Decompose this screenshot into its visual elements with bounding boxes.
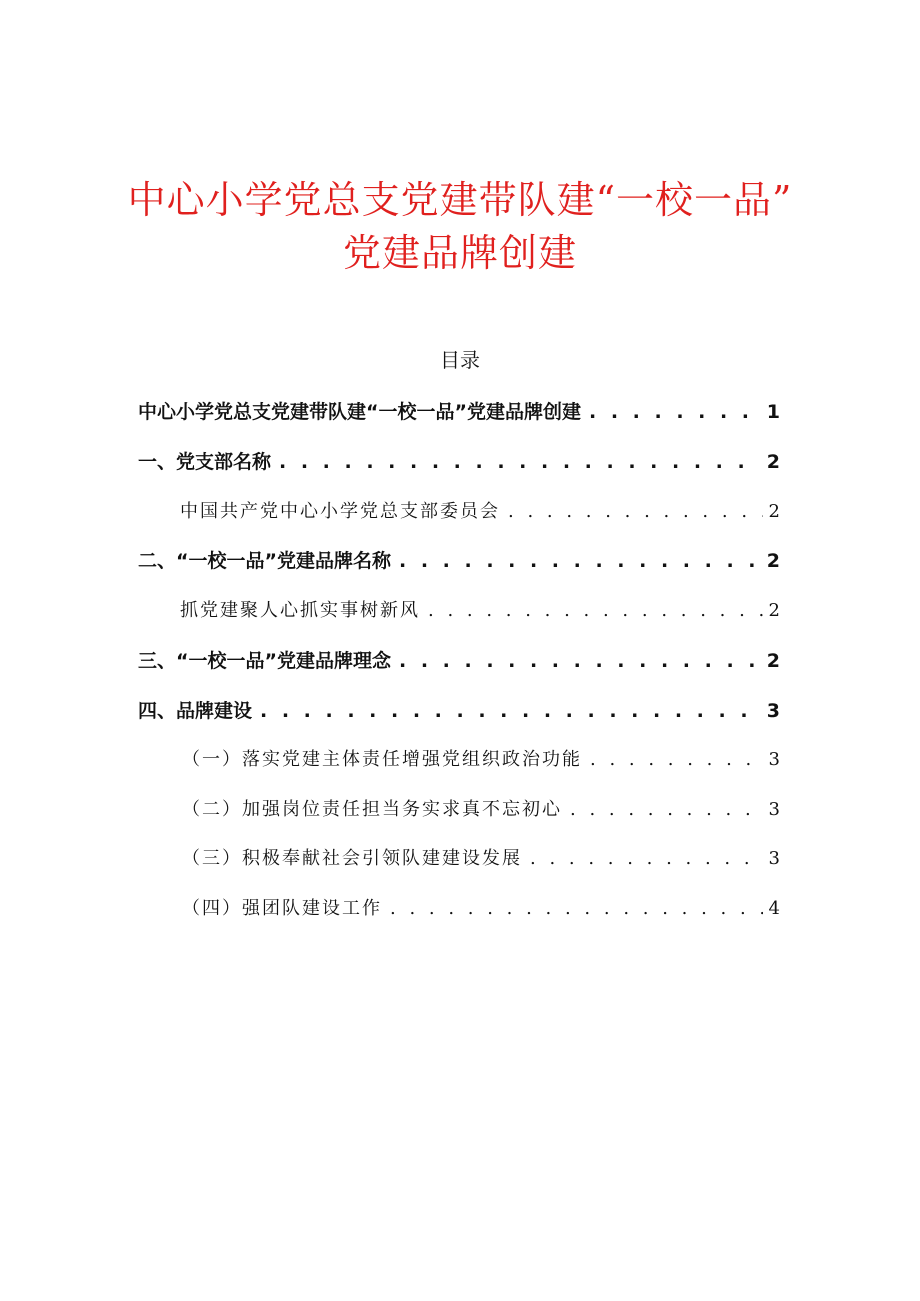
toc-entry-label: （二）加强岗位责任担当务实求真不忘初心 [182, 799, 562, 820]
toc-page-number: 2 [766, 550, 780, 572]
toc-entry-section-4-4[interactable] [182, 900, 780, 918]
toc-page-number: 1 [766, 401, 780, 423]
toc-entry-label: 抓党建聚人心抓实事树新风 [180, 600, 420, 621]
toc-entry-label: 中心小学党总支党建带队建“一校一品”党建品牌创建 [138, 401, 581, 423]
toc-entry-label: 三、“一校一品”党建品牌理念 [138, 650, 391, 672]
toc-dot-leader [508, 503, 763, 521]
toc-dot-leader [260, 702, 761, 721]
toc-entry-label: （一）落实党建主体责任增强党组织政治功能 [182, 749, 582, 770]
toc-entry-section-4-1[interactable] [182, 751, 780, 769]
toc-dot-leader [390, 900, 763, 918]
toc-entry-section-1[interactable] [138, 453, 780, 472]
toc-entry-section-4-3[interactable] [182, 850, 780, 868]
toc-dot-leader [399, 652, 761, 671]
document-title-line-2: 党建品牌创建 [342, 231, 577, 276]
toc-entry-section-3[interactable] [138, 652, 780, 671]
toc-entry-section-4[interactable] [138, 702, 780, 721]
toc-page-number: 3 [768, 799, 780, 820]
toc-heading: 目录 [440, 348, 480, 372]
toc-page-number: 2 [766, 650, 780, 672]
toc-entry-label: （三）积极奉献社会引领队建建设发展 [182, 848, 522, 869]
document-title-line-1: 中心小学党总支党建带队建“一校一品” [127, 178, 793, 223]
toc-entry-label: 四、品牌建设 [138, 700, 253, 722]
toc-dot-leader [530, 850, 763, 868]
toc-page-number: 3 [768, 749, 780, 770]
toc-page-number: 4 [768, 898, 780, 919]
toc-entry-label: （四）强团队建设工作 [182, 898, 382, 919]
toc-entry-main-title[interactable] [138, 403, 780, 422]
toc-dot-leader [590, 751, 763, 769]
toc-dot-leader [428, 602, 763, 620]
toc-entry-label: 一、党支部名称 [138, 451, 272, 473]
toc-dot-leader [279, 453, 761, 472]
toc-page-number: 3 [768, 848, 780, 869]
toc-entry-section-2[interactable] [138, 552, 780, 571]
toc-page-number: 3 [766, 700, 780, 722]
toc-entry-label: 中国共产党中心小学党总支部委员会 [180, 501, 500, 522]
toc-page-number: 2 [768, 600, 780, 621]
toc-dot-leader [570, 801, 763, 819]
toc-dot-leader [589, 403, 761, 422]
toc-entry-section-2-sub[interactable] [180, 602, 780, 620]
toc-page-number: 2 [768, 501, 780, 522]
toc-entry-section-1-sub[interactable] [180, 503, 780, 521]
toc-dot-leader [399, 552, 761, 571]
toc-entry-label: 二、“一校一品”党建品牌名称 [138, 550, 391, 572]
toc-entry-section-4-2[interactable] [182, 801, 780, 819]
toc-page-number: 2 [766, 451, 780, 473]
